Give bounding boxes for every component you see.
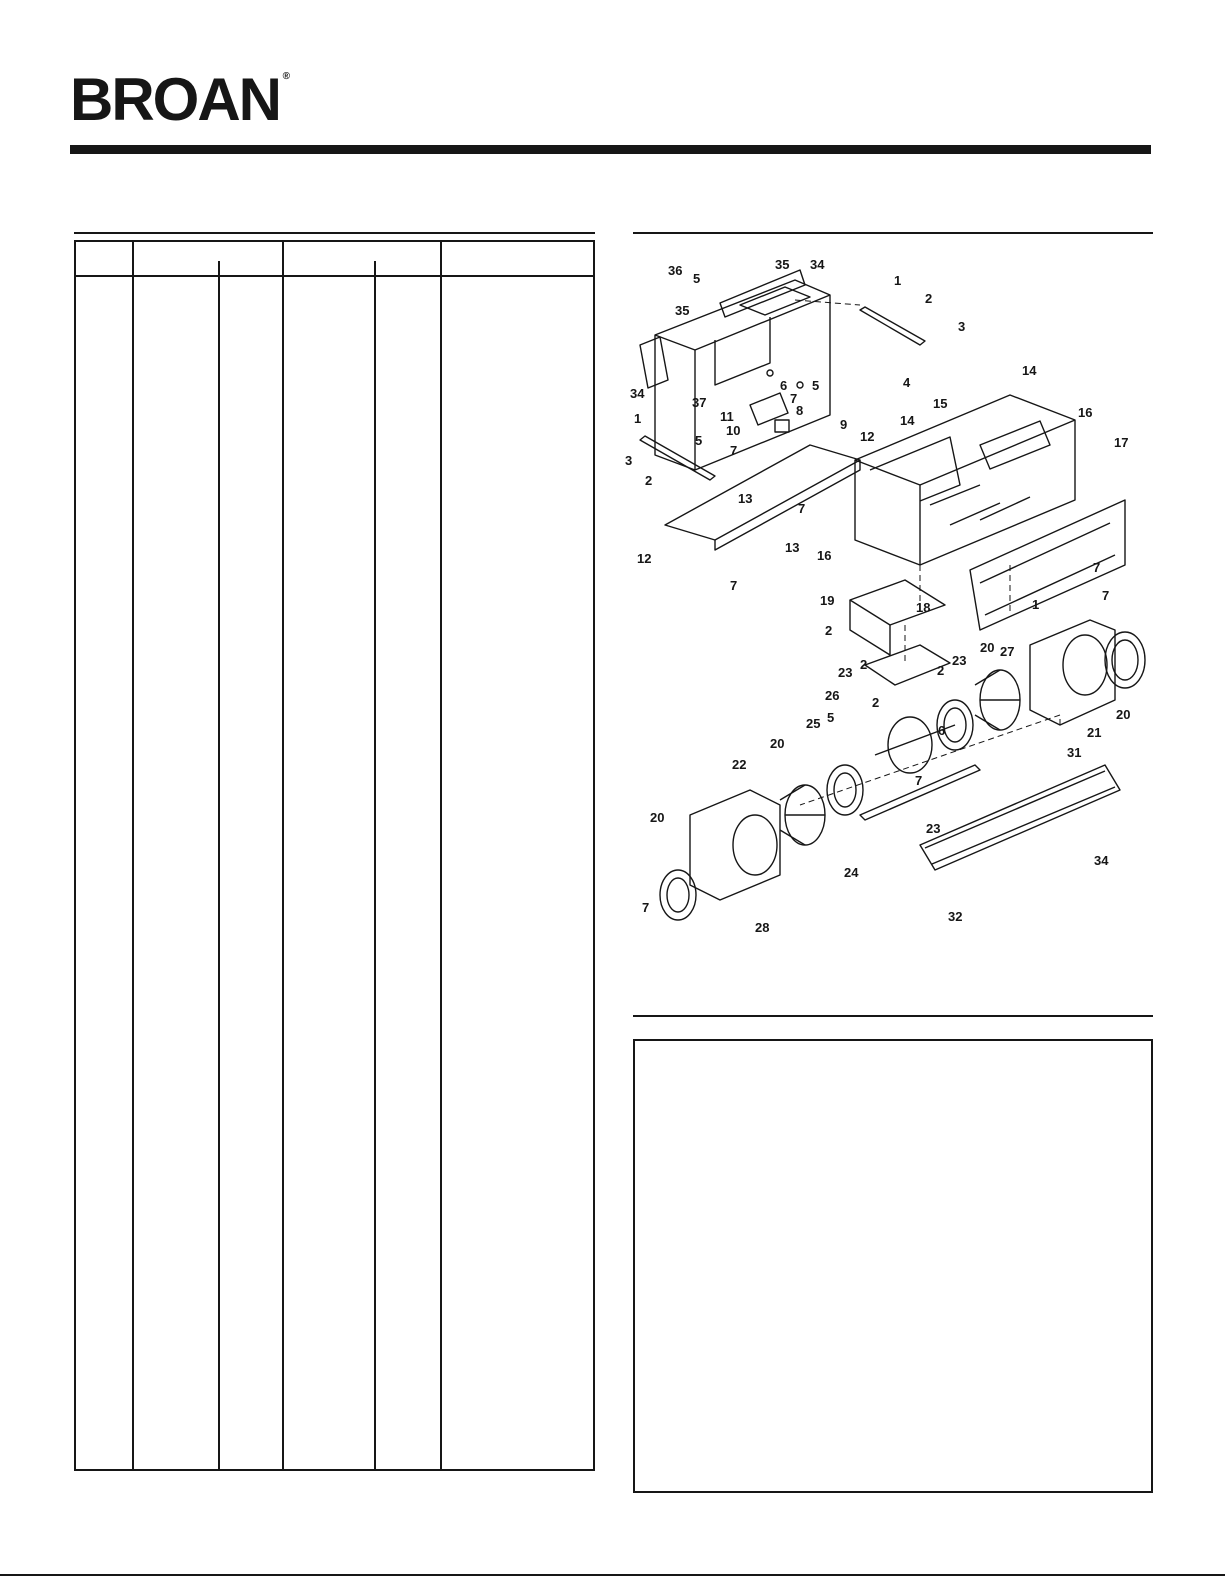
callout-label: 12 bbox=[860, 429, 875, 444]
callout-label: 34 bbox=[630, 386, 645, 401]
callout-label: 2 bbox=[937, 663, 945, 678]
mounting-rail-drawing bbox=[640, 307, 925, 550]
callout-label: 14 bbox=[900, 413, 915, 428]
callout-label: 7 bbox=[915, 773, 923, 788]
callout-label: 24 bbox=[844, 865, 859, 880]
callout-label: 26 bbox=[825, 688, 840, 703]
callout-label: 13 bbox=[785, 540, 800, 555]
callout-label: 22 bbox=[732, 757, 747, 772]
blower-housing-drawing bbox=[690, 620, 1115, 900]
callout-label: 2 bbox=[925, 291, 933, 306]
trademark-mark: ® bbox=[282, 71, 290, 82]
callout-label: 37 bbox=[692, 395, 707, 410]
callout-label: 4 bbox=[903, 375, 911, 390]
table-header-divider bbox=[76, 275, 593, 277]
table-subcolumn-divider bbox=[218, 261, 220, 1469]
callout-label: 7 bbox=[790, 391, 798, 406]
callout-label: 7 bbox=[730, 578, 738, 593]
callout-label: 2 bbox=[872, 695, 880, 710]
callout-label: 31 bbox=[1067, 745, 1082, 760]
callout-label: 7 bbox=[730, 443, 738, 458]
callout-label: 28 bbox=[755, 920, 770, 935]
lower-housing-drawing bbox=[855, 395, 1075, 565]
callout-label: 15 bbox=[933, 396, 948, 411]
callout-label: 6 bbox=[938, 723, 946, 738]
callout-label: 2 bbox=[860, 657, 868, 672]
footer-rule bbox=[0, 1574, 1225, 1576]
top-panel-drawing bbox=[640, 270, 805, 388]
callout-label: 13 bbox=[738, 491, 753, 506]
brand-logo bbox=[70, 66, 290, 133]
header-rule bbox=[70, 145, 1151, 154]
callout-label: 20 bbox=[980, 640, 995, 655]
callout-label: 2 bbox=[645, 473, 653, 488]
callout-label: 21 bbox=[1087, 725, 1102, 740]
parts-list-rule bbox=[74, 232, 595, 234]
notes-rule bbox=[633, 1015, 1153, 1017]
callout-label: 35 bbox=[775, 257, 790, 272]
callout-label: 5 bbox=[695, 433, 703, 448]
callout-label: 18 bbox=[916, 600, 931, 615]
callout-label: 8 bbox=[796, 403, 804, 418]
callout-label: 32 bbox=[948, 909, 963, 924]
table-subcolumn-divider bbox=[374, 261, 376, 1469]
callout-label: 23 bbox=[952, 653, 967, 668]
callout-label: 7 bbox=[642, 900, 650, 915]
callout-label: 25 bbox=[806, 716, 821, 731]
callout-label: 27 bbox=[1000, 644, 1015, 659]
callout-label: 23 bbox=[926, 821, 941, 836]
callout-label: 11 bbox=[720, 409, 734, 424]
callout-label: 3 bbox=[958, 319, 966, 334]
table-column-divider bbox=[440, 242, 442, 1469]
notes-box bbox=[633, 1039, 1153, 1493]
callout-label: 6 bbox=[780, 378, 788, 393]
callout-label: 36 bbox=[668, 263, 683, 278]
callout-label: 3 bbox=[625, 453, 633, 468]
parts-list-table bbox=[74, 240, 595, 1471]
callout-label: 35 bbox=[675, 303, 690, 318]
brand-name: BROAN bbox=[70, 66, 280, 133]
callout-label: 10 bbox=[726, 423, 741, 438]
callout-label: 7 bbox=[798, 501, 806, 516]
callout-label: 19 bbox=[820, 593, 835, 608]
table-column-divider bbox=[282, 242, 284, 1469]
table-column-divider bbox=[132, 242, 134, 1469]
callout-label: 1 bbox=[1032, 597, 1040, 612]
callout-label: 9 bbox=[840, 417, 848, 432]
callout-label: 1 bbox=[634, 411, 642, 426]
callout-label: 20 bbox=[770, 736, 785, 751]
callout-label: 1 bbox=[894, 273, 902, 288]
mounting-ring-drawing bbox=[660, 632, 1145, 920]
blower-wheel-drawing bbox=[780, 670, 1020, 845]
callout-label: 16 bbox=[817, 548, 832, 563]
callout-label: 23 bbox=[838, 665, 853, 680]
grille-drawing bbox=[860, 765, 1120, 870]
callout-label: 7 bbox=[1093, 560, 1101, 575]
callout-label: 7 bbox=[1102, 588, 1110, 603]
callout-label: 34 bbox=[1094, 853, 1109, 868]
diagram-rule bbox=[633, 232, 1153, 234]
callout-label: 20 bbox=[650, 810, 665, 825]
callout-label: 5 bbox=[827, 710, 835, 725]
callout-label: 16 bbox=[1078, 405, 1093, 420]
callout-label: 14 bbox=[1022, 363, 1037, 378]
callout-label: 2 bbox=[825, 623, 833, 638]
callout-label: 5 bbox=[693, 271, 701, 286]
callout-label: 12 bbox=[637, 551, 652, 566]
callout-label: 17 bbox=[1114, 435, 1129, 450]
callout-label: 34 bbox=[810, 257, 825, 272]
exploded-parts-diagram bbox=[620, 245, 1150, 965]
side-panel-drawing bbox=[970, 500, 1125, 630]
callout-label: 5 bbox=[812, 378, 820, 393]
callout-label: 20 bbox=[1116, 707, 1131, 722]
